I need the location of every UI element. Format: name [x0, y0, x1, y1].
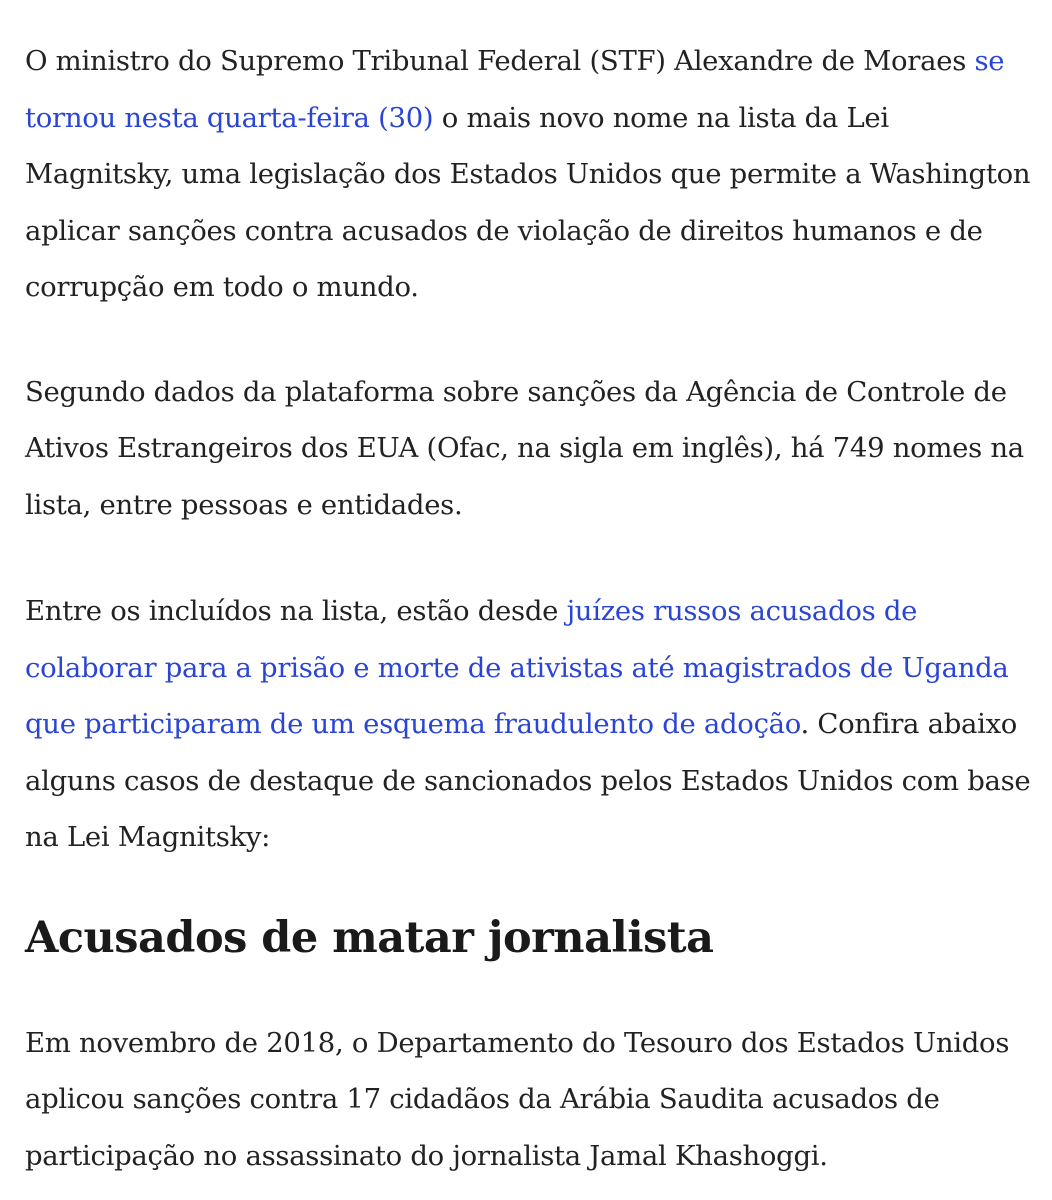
paragraph-intro-text-after: o mais novo nome na lista da Lei Magnitsky, uma legislação dos Estados Unidos que permite a Washington aplicar sanções contra acusados de violação de direitos humanos e de corrupção em todo o mundo. [25, 101, 1031, 303]
paragraph-included-list [25, 583, 1035, 866]
paragraph-intro [25, 33, 1035, 316]
link-russian-judges-uganda[interactable]: juízes russos acusados de colaborar para a prisão e morte de ativistas até magistrados de Uganda que participaram de um esquema fraudulento de adoção [25, 595, 1009, 740]
paragraph-khashoggi-text: Em novembro de 2018, o Departamento do Tesouro dos Estados Unidos aplicou sanções contra 17 cidadãos da Arábia Saudita acusados de participação no assassinato do jornalista Jamal Khashoggi. [25, 1026, 1010, 1172]
paragraph-khashoggi [25, 1015, 1035, 1185]
paragraph-included-text-before: Entre os incluídos na lista, estão desde [25, 595, 567, 627]
paragraph-included-text-after: . Confira abaixo alguns casos de destaque de sancionados pelos Estados Unidos com base na Lei Magnitsky: [25, 708, 1031, 853]
paragraph-ofac-text: Segundo dados da plataforma sobre sanções da Agência de Controle de Ativos Estrangeiros dos EUA (Ofac, na sigla em inglês), há 749 nomes na lista, entre pessoas e entidades. [25, 375, 1024, 521]
link-moraes-sanction[interactable]: se tornou nesta quarta-feira (30) [25, 45, 1005, 134]
article-body [25, 33, 1035, 1184]
paragraph-intro-text-before: O ministro do Supremo Tribunal Federal (STF) Alexandre de Moraes [25, 45, 975, 77]
section-heading: Acusados de matar jornalista [25, 912, 714, 963]
paragraph-ofac-data [25, 364, 1035, 534]
